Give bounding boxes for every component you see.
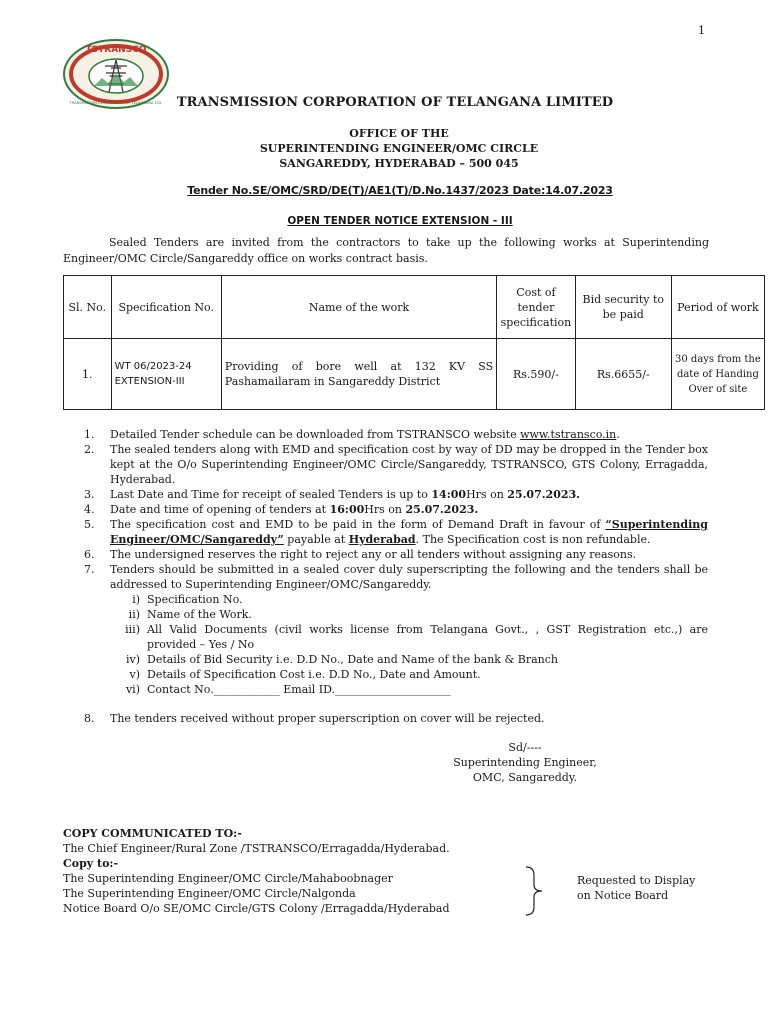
copy-line: The Superintending Engineer/OMC Circle/Nalgonda — [63, 887, 356, 900]
header-sl: Sl. No. — [64, 276, 112, 339]
header-period: Period of work — [671, 276, 764, 339]
signature-line: OMC, Sangareddy. — [472, 771, 578, 784]
cell-spec: WT 06/2023-24 EXTENSION-III — [111, 339, 221, 410]
header-spec: Specification No. — [111, 276, 221, 339]
copy-line: The Superintending Engineer/OMC Circle/Mahaboobnager — [63, 872, 393, 885]
office-line: OFFICE OF THE — [349, 127, 449, 140]
header-cost: Cost of tender specification — [497, 276, 576, 339]
sub-item: i) Specification No. — [132, 593, 243, 606]
list-item: 4. Date and time of opening of tenders at 16:00Hrs on 25.07.2023. — [84, 503, 479, 516]
office-line: SANGAREDDY, HYDERABAD – 500 045 — [279, 157, 519, 170]
table-header-row — [64, 276, 765, 339]
office-address — [0, 126, 770, 171]
signature-line: Superintending Engineer, — [453, 756, 597, 769]
copy-line: Notice Board O/o SE/OMC Circle/GTS Colony /Erragadda/Hyderabad — [63, 902, 450, 915]
copy-heading: COPY COMMUNICATED TO:- — [63, 827, 242, 840]
intro-paragraph: Sealed Tenders are invited from the contractors to take up the following works at Superintending Engineer/OMC Circle/Sangareddy office on works contract basis. — [63, 236, 709, 265]
list-item: 8. The tenders received without proper superscription on cover will be rejected. — [84, 712, 545, 725]
sub-item: v) Details of Specification Cost i.e. D.D No., Date and Amount. — [129, 668, 481, 681]
list-item: 2. The sealed tenders along with EMD and specification cost by way of DD may be dropped in the Tender box kept at the O/o Superintending Engineer/OMC Circle/Sangareddy, TSTRANSCO, GTS Colony, Erragadda, Hyderabad. — [84, 443, 708, 486]
signature-block — [440, 740, 610, 785]
signature-line: Sd/---- — [508, 741, 542, 754]
request-note: Requested to Display on Notice Board — [577, 874, 696, 902]
cell-period: 30 days from the date of Handing Over of site — [671, 339, 764, 410]
copy-line: The Chief Engineer/Rural Zone /TSTRANSCO/Erragadda/Hyderabad. — [63, 842, 450, 855]
svg-text:TRANSMISSION CORPORATION OF TE: TRANSMISSION CORPORATION OF TELANGANA LTD. — [69, 101, 163, 105]
cell-name: Providing of bore well at 132 KV SS Pashamailaram in Sangareddy District — [221, 339, 496, 410]
org-title: TRANSMISSION CORPORATION OF TELANGANA LIMITED — [176, 95, 614, 110]
list-item: 3. Last Date and Time for receipt of sealed Tenders is up to 14:00Hrs on 25.07.2023. — [84, 488, 581, 501]
copy-block — [63, 826, 533, 916]
list-item: 6. The undersigned reserves the right to reject any or all tenders without assigning any reasons. — [84, 548, 637, 561]
sub-item: ii) Name of the Work. — [128, 608, 252, 621]
list-item: 5. The specification cost and EMD to be paid in the form of Demand Draft in favour of “Superintending Engineer/OMC/Sangareddy” payable at Hyderabad. The Specification cost is non refundable. — [84, 518, 708, 546]
cell-bid: Rs.6655/- — [575, 339, 671, 410]
header-bid: Bid security to be paid — [575, 276, 671, 339]
cell-sl: 1. — [64, 339, 112, 410]
sub-item: vi) Contact No.____________ Email ID._____________________ — [125, 683, 451, 696]
notice-heading: OPEN TENDER NOTICE EXTENSION - III — [287, 215, 513, 227]
right-brace-icon — [520, 865, 550, 917]
works-table — [63, 275, 765, 410]
tender-number: Tender No.SE/OMC/SRD/DE(T)/AE1(T)/D.No.1437/2023 Date:14.07.2023 — [187, 184, 613, 197]
header-name: Name of the work — [221, 276, 496, 339]
list-item: 7. Tenders should be submitted in a sealed cover duly superscripting the following and the tenders shall be addressed to Superintending Engineer/OMC/Sangareddy. i) Specification No. ii) Name of the Work. iii) All Valid Documents (civil works license from Telangana Govt., , GST Registration etc.,) are provided – Yes / No iv) Details of Bid Security i.e. D.D No., Date and Name of the bank & Branch v) Details of Specification Cost i.e. D.D No., Date and Amount. vi) Contact No.____________ Email ID._____________________ — [84, 563, 708, 696]
copy-to-label: Copy to:- — [63, 857, 119, 870]
sub-item: iv) Details of Bid Security i.e. D.D No., Date and Name of the bank & Branch — [125, 653, 558, 666]
page-number: 1 — [698, 24, 705, 37]
conditions-list — [84, 427, 708, 726]
website-link[interactable]: www.tstransco.in — [520, 428, 617, 441]
cell-cost: Rs.590/- — [497, 339, 576, 410]
list-item: 1. Detailed Tender schedule can be downloaded from TSTRANSCO website www.tstransco.in. — [84, 428, 620, 441]
sub-item: iii) All Valid Documents (civil works license from Telangana Govt., , GST Registration etc.,) are provided – Yes / No — [125, 623, 708, 651]
svg-text:TSTRANSCO: TSTRANSCO — [85, 45, 147, 55]
office-line: SUPERINTENDING ENGINEER/OMC CIRCLE — [259, 142, 539, 155]
table-row — [64, 339, 765, 410]
